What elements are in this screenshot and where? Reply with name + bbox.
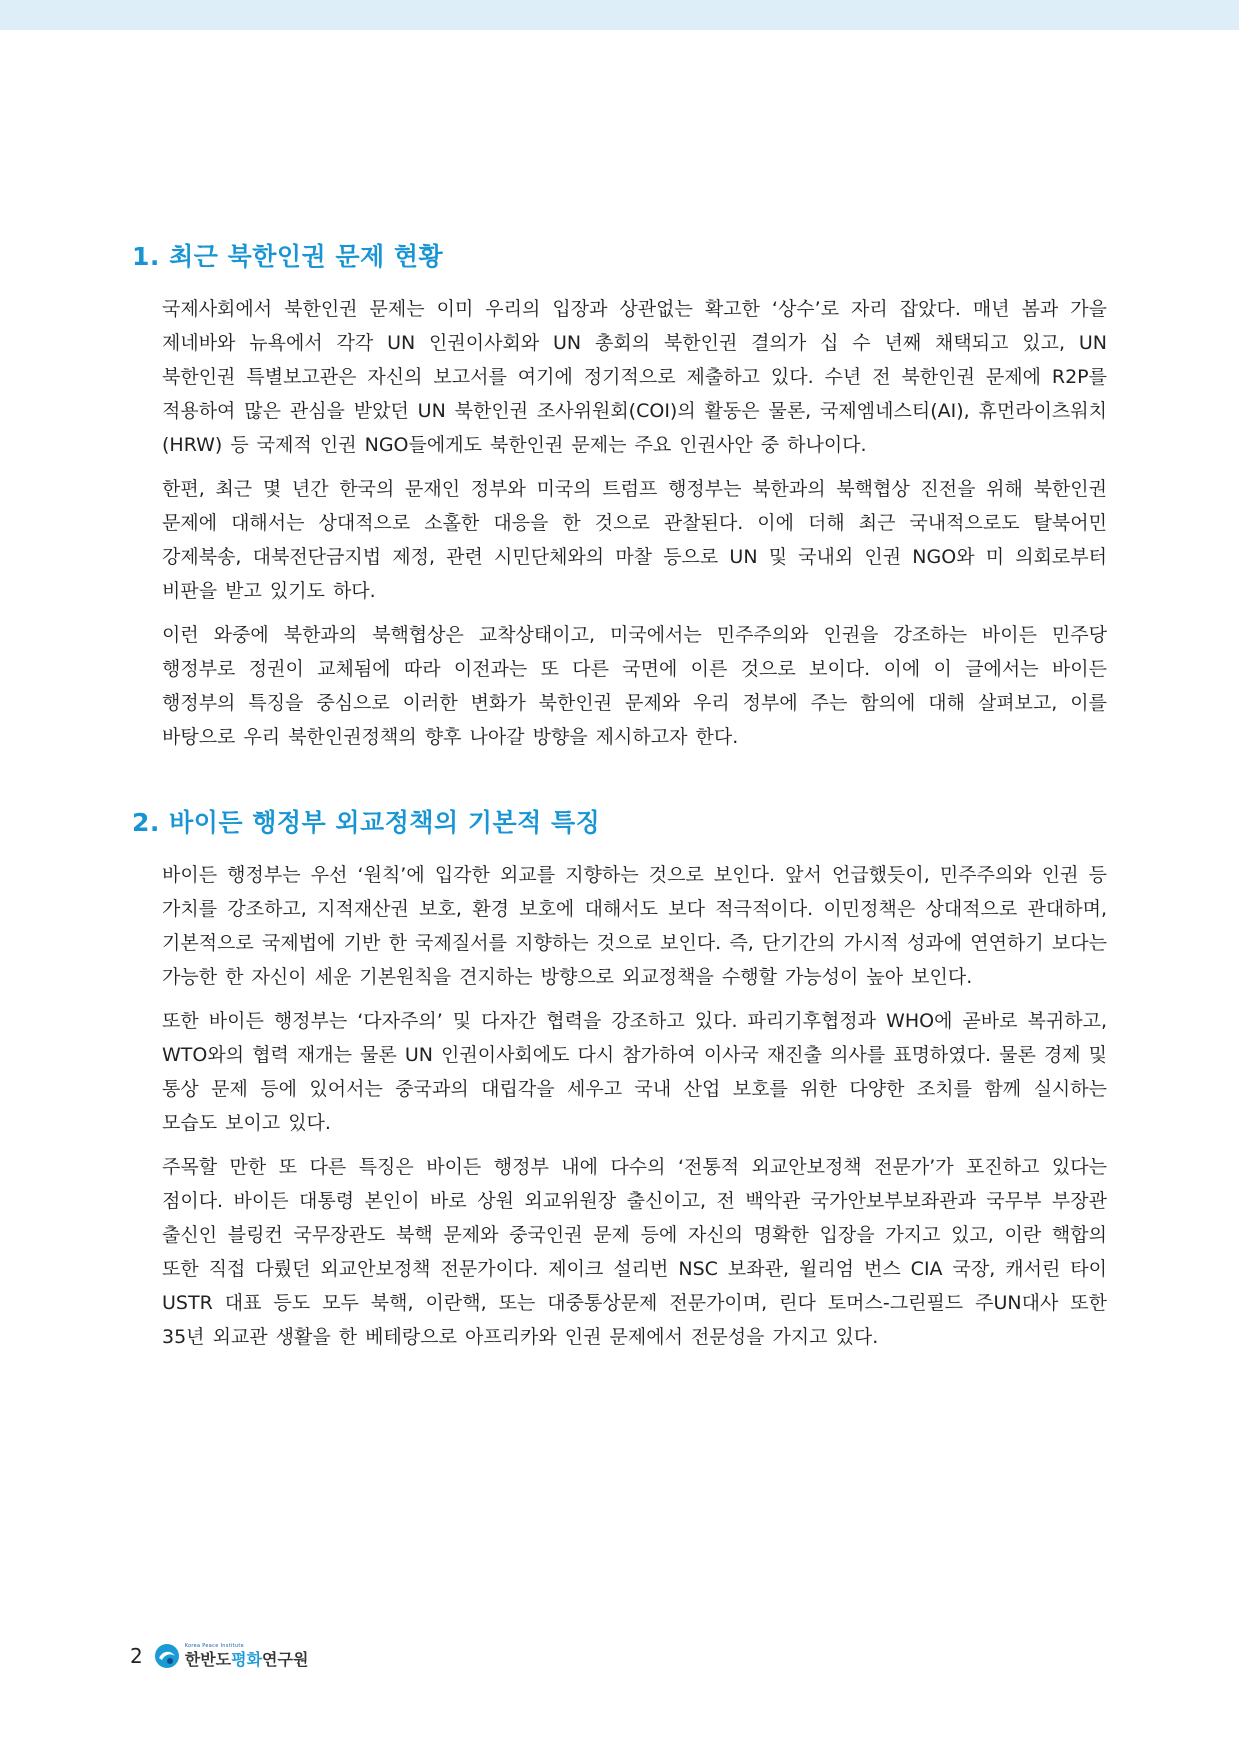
page-footer — [130, 1636, 308, 1676]
logo-korean-name — [185, 1650, 309, 1670]
paragraph: 주목할 만한 또 다른 특징은 바이든 행정부 내에 다수의 ‘전통적 외교안보정책 전문가’가 포진하고 있다는 점이다. 바이든 대통령 본인이 바로 상원 외교위원장 출신이고, 전 백악관 국가안보부보좌관과 국무부 부장관 출신인 블링컨 국무장관도 북핵 문제와 중국인권 문제 등에 자신의 명확한 입장을 가지고 있고, 이란 핵합의 또한 직접 다뤘던 외교안보정책 전문가이다. 제이크 설리번 NSC 보좌관, 윌리엄 번스 CIA 국장, 캐서린 타이 USTR 대표 등도 모두 북핵, 이란핵, 또는 대중통상문제 전문가이며, 린다 토머스-그린필드 주UN대사 또한 35년 외교관 생활을 한 베테랑으로 아프리카와 인권 문제에서 전문성을 가지고 있다. — [162, 1156, 1107, 1348]
section-title: 1. 최근 북한인권 문제 현황 — [132, 242, 444, 271]
document-body — [132, 240, 1107, 1364]
section-current-status — [132, 240, 1107, 754]
paragraph: 또한 바이든 행정부는 ‘다자주의’ 및 다자간 협력을 강조하고 있다. 파리기후협정과 WHO에 곧바로 복귀하고, WTO와의 협력 재개는 물론 UN 인권이사회에도 다시 참가하여 이사국 재진출 의사를 표명하였다. 물론 경제 및 통상 문제 등에 있어서는 중국과의 대립각을 세우고 국내 산업 보호를 위한 다양한 조치를 함께 실시하는 모습도 보이고 있다. — [162, 1010, 1107, 1134]
paragraph: 바이든 행정부는 우선 ‘원칙’에 입각한 외교를 지향하는 것으로 보인다. 앞서 언급했듯이, 민주주의와 인권 등 가치를 강조하고, 지적재산권 보호, 환경 보호에 대해서도 보다 적극적이다. 이민정책은 상대적으로 관대하며, 기본적으로 국제법에 기반 한 국제질서를 지향하는 것으로 보인다. 즉, 단기간의 가시적 성과에 연연하기 보다는 가능한 한 자신이 세운 기본원칙을 견지하는 방향으로 외교정책을 수행할 가능성이 높아 보인다. — [162, 864, 1107, 988]
logo-english-name: Korea Peace Institute — [184, 1642, 244, 1649]
logo-text — [185, 1643, 309, 1670]
top-header-band — [0, 0, 1239, 30]
logo-ko-part2: 평화 — [231, 1649, 263, 1669]
institute-logo — [153, 1642, 309, 1670]
page-number: 2 — [130, 1644, 143, 1668]
section-title: 2. 바이든 행정부 외교정책의 기본적 특징 — [132, 808, 601, 837]
section-biden-policy — [132, 806, 1107, 1354]
logo-ko-part1: 한반도 — [184, 1649, 232, 1669]
logo-ko-part3: 연구원 — [262, 1649, 309, 1669]
paragraph: 국제사회에서 북한인권 문제는 이미 우리의 입장과 상관없는 확고한 ‘상수’로 자리 잡았다. 매년 봄과 가을 제네바와 뉴욕에서 각각 UN 인권이사회와 UN 총회의 북한인권 결의가 십 수 년째 채택되고 있고, UN 북한인권 특별보고관은 자신의 보고서를 여기에 정기적으로 제출하고 있다. 수년 전 북한인권 문제에 R2P를 적용하여 많은 관심을 받았던 UN 북한인권 조사위원회(COI)의 활동은 물론, 국제엠네스티(AI), 휴먼라이츠워치(HRW) 등 국제적 인권 NGO들에게도 북한인권 문제는 주요 인권사안 중 하나이다. — [162, 298, 1107, 456]
kpi-logo-icon — [153, 1642, 181, 1670]
paragraph: 한편, 최근 몇 년간 한국의 문재인 정부와 미국의 트럼프 행정부는 북한과의 북핵협상 진전을 위해 북한인권 문제에 대해서는 상대적으로 소홀한 대응을 한 것으로 관찰된다. 이에 더해 최근 국내적으로도 탈북어민 강제북송, 대북전단금지법 제정, 관련 시민단체와의 마찰 등으로 UN 및 국내외 인권 NGO와 미 의회로부터 비판을 받고 있기도 하다. — [162, 478, 1107, 602]
paragraph: 이런 와중에 북한과의 북핵협상은 교착상태이고, 미국에서는 민주주의와 인권을 강조하는 바이든 민주당 행정부로 정권이 교체됨에 따라 이전과는 또 다른 국면에 이른 것으로 보이다. 이에 이 글에서는 바이든 행정부의 특징을 중심으로 이러한 변화가 북한인권 문제와 우리 정부에 주는 함의에 대해 살펴보고, 이를 바탕으로 우리 북한인권정책의 향후 나아갈 방향을 제시하고자 한다. — [162, 624, 1107, 748]
